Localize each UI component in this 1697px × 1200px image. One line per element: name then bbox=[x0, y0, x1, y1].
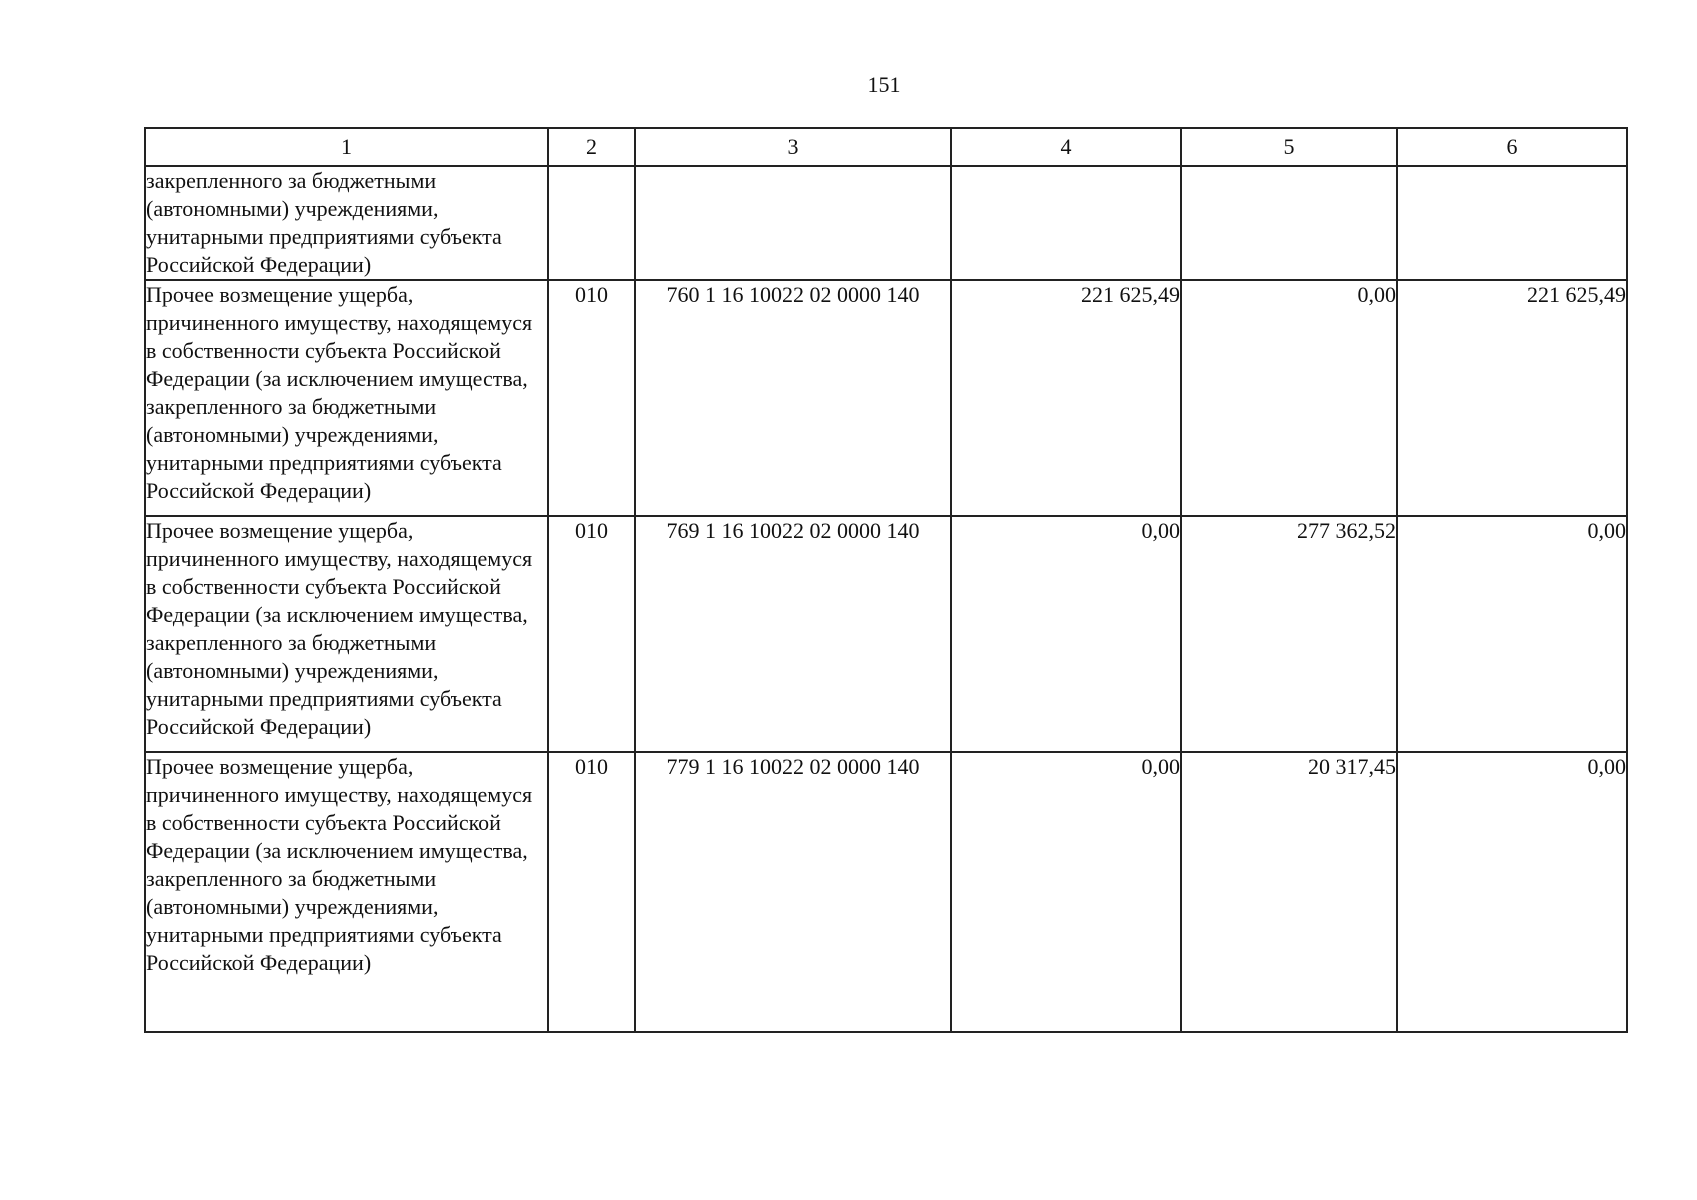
row-col4: 0,00 bbox=[951, 752, 1181, 1032]
row-col4: 0,00 bbox=[951, 516, 1181, 752]
row-name: Прочее возмещение ущерба, причиненного имуществу, находящемуся в собственности субъекта Российской Федерации (за исключением имущества, закрепленного за бюджетными (автономными) учреждениями, унитарными предприятиями субъекта Российской Федерации) bbox=[145, 752, 548, 1032]
header-col-3: 3 bbox=[635, 128, 951, 166]
row-col4: 221 625,49 bbox=[951, 280, 1181, 516]
row-col5 bbox=[1181, 166, 1397, 280]
header-col-4: 4 bbox=[951, 128, 1181, 166]
header-row bbox=[145, 128, 1627, 166]
row-code: 010 bbox=[548, 280, 635, 516]
row-name: Прочее возмещение ущерба, причиненного имуществу, находящемуся в собственности субъекта Российской Федерации (за исключением имущества, закрепленного за бюджетными (автономными) учреждениями, унитарными предприятиями субъекта Российской Федерации) bbox=[145, 280, 548, 516]
row-code: 010 bbox=[548, 516, 635, 752]
table-row bbox=[145, 280, 1627, 516]
row-col6: 221 625,49 bbox=[1397, 280, 1627, 516]
row-col6 bbox=[1397, 166, 1627, 280]
row-col4 bbox=[951, 166, 1181, 280]
row-kbk: 760 1 16 10022 02 0000 140 bbox=[635, 280, 951, 516]
row-code: 010 bbox=[548, 752, 635, 1032]
row-code bbox=[548, 166, 635, 280]
row-col5: 0,00 bbox=[1181, 280, 1397, 516]
header-col-2: 2 bbox=[548, 128, 635, 166]
table-row bbox=[145, 166, 1627, 280]
header-col-5: 5 bbox=[1181, 128, 1397, 166]
row-col6: 0,00 bbox=[1397, 516, 1627, 752]
table-row bbox=[145, 752, 1627, 1032]
table-row bbox=[145, 516, 1627, 752]
row-col6: 0,00 bbox=[1397, 752, 1627, 1032]
row-kbk bbox=[635, 166, 951, 280]
row-name: Прочее возмещение ущерба, причиненного имуществу, находящемуся в собственности субъекта Российской Федерации (за исключением имущества, закрепленного за бюджетными (автономными) учреждениями, унитарными предприятиями субъекта Российской Федерации) bbox=[145, 516, 548, 752]
header-col-1: 1 bbox=[145, 128, 548, 166]
row-col5: 277 362,52 bbox=[1181, 516, 1397, 752]
row-kbk: 779 1 16 10022 02 0000 140 bbox=[635, 752, 951, 1032]
page-number: 151 bbox=[867, 72, 901, 97]
revenue-table bbox=[144, 127, 1628, 1033]
row-kbk: 769 1 16 10022 02 0000 140 bbox=[635, 516, 951, 752]
row-col5: 20 317,45 bbox=[1181, 752, 1397, 1032]
row-name: закрепленного за бюджетными (автономными) учреждениями, унитарными предприятиями субъекта Российской Федерации) bbox=[145, 166, 548, 280]
header-col-6: 6 bbox=[1397, 128, 1627, 166]
